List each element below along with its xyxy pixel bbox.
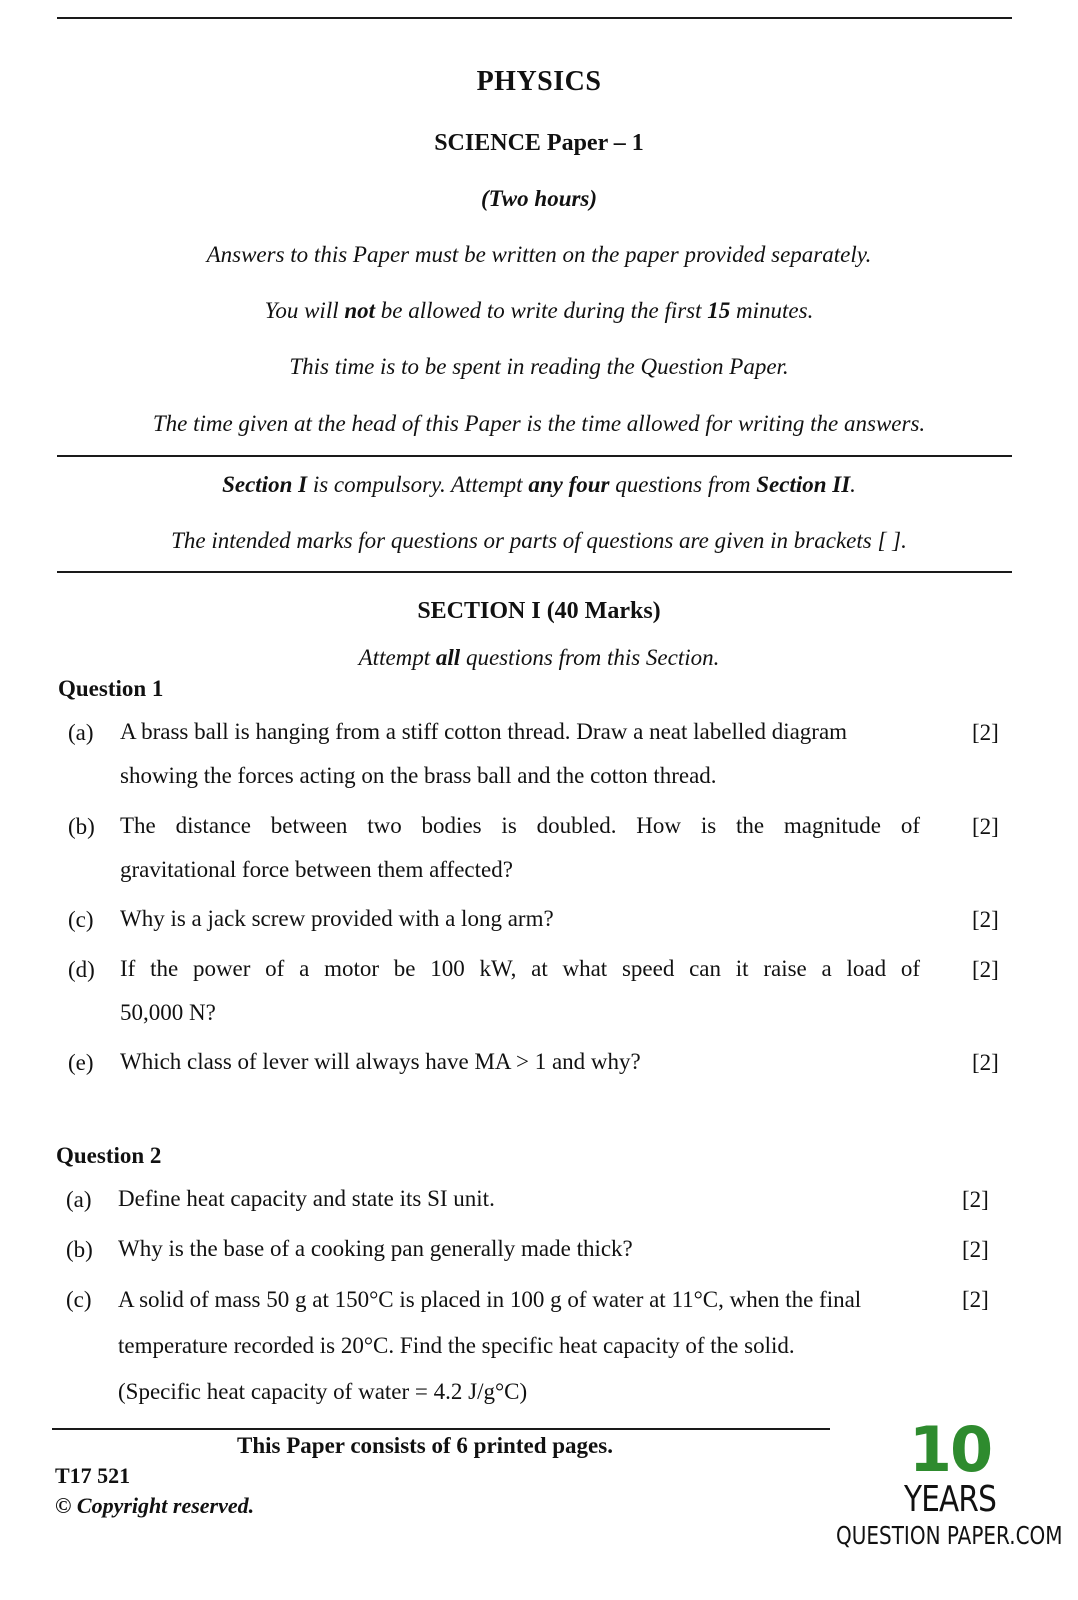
q2c-line-1: A solid of mass 50 g at 150°C is placed in 100 g of water at 11°C, when the final	[118, 1287, 862, 1312]
page-count-note: This Paper consists of 6 printed pages.	[237, 1433, 613, 1458]
paper-title: SCIENCE Paper – 1	[434, 130, 644, 156]
rule-2	[57, 455, 1012, 457]
q2-part-label: (a)	[66, 1187, 92, 1212]
q2b-marks: [2]	[962, 1237, 989, 1262]
q1b-line-2: gravitational force between them affected?	[120, 857, 513, 882]
section-rule-2: The intended marks for questions or parts of questions are given in brackets [ ].	[171, 528, 907, 553]
q2b-line-1: Why is the base of a cooking pan generally made thick?	[118, 1236, 633, 1261]
instruction-1: Answers to this Paper must be written on the paper provided separately.	[206, 242, 872, 267]
q1d-line-2: 50,000 N?	[120, 1000, 216, 1025]
paper-code: T17 521	[55, 1463, 131, 1488]
copyright: © Copyright reserved.	[55, 1493, 255, 1518]
q1-part-a-text	[120, 710, 920, 798]
q2a-line-1: Define heat capacity and state its SI unit.	[118, 1186, 495, 1211]
q1b-line-1: The distance between two bodies is doubled. How is the magnitude of	[120, 813, 920, 838]
q1a-marks: [2]	[972, 720, 999, 745]
logo-word: YEARS	[903, 1479, 997, 1520]
q1d-marks: [2]	[972, 957, 999, 982]
question-2-heading: Question 2	[56, 1143, 162, 1168]
site-logo	[830, 1413, 1070, 1590]
q2c-line-2: temperature recorded is 20°C. Find the specific heat capacity of the solid.	[118, 1333, 795, 1358]
q1d-line-1: If the power of a motor be 100 kW, at what speed can it raise a load of	[120, 956, 920, 981]
instruction-3: This time is to be spent in reading the Question Paper.	[289, 354, 789, 379]
logo-site: QUESTION PAPER.COM	[836, 1521, 1063, 1550]
q1-part-label: (d)	[68, 957, 95, 982]
q2-part-label: (b)	[66, 1237, 93, 1262]
section-heading: SECTION I (40 Marks)	[417, 598, 661, 624]
q1-part-label: (c)	[68, 907, 94, 932]
instruction-4: The time given at the head of this Paper is the time allowed for writing the answers.	[152, 411, 926, 436]
q1e-line-1: Which class of lever will always have MA > 1 and why?	[120, 1049, 641, 1074]
q2a-marks: [2]	[962, 1187, 989, 1212]
q2-part-c-text	[118, 1277, 918, 1415]
q2-part-label: (c)	[66, 1287, 92, 1312]
q1b-marks: [2]	[972, 814, 999, 839]
q2-part-a-text	[118, 1177, 918, 1221]
instruction-2: You will not be allowed to write during the first 15 minutes.	[264, 298, 814, 323]
top-rule	[57, 17, 1012, 19]
q1e-marks: [2]	[972, 1050, 999, 1075]
q1c-line-1: Why is a jack screw provided with a long arm?	[120, 906, 554, 931]
q1-part-label: (a)	[68, 720, 94, 745]
q1c-marks: [2]	[972, 907, 999, 932]
q2c-line-3: (Specific heat capacity of water = 4.2 J/g°C)	[118, 1379, 528, 1404]
q1-part-b-text	[120, 804, 920, 892]
question-1-heading: Question 1	[58, 676, 164, 701]
q1-part-e-text	[120, 1040, 920, 1084]
q2-part-b-text	[118, 1227, 918, 1271]
footer-rule	[52, 1428, 830, 1430]
q1-part-c-text	[120, 897, 920, 941]
logo-number: 10	[908, 1413, 992, 1486]
section-rule-1: Section I is compulsory. Attempt any four questions from Section II.	[222, 472, 856, 497]
subject-title: PHYSICS	[476, 66, 602, 97]
q1a-line-2: showing the forces acting on the brass ball and the cotton thread.	[120, 763, 717, 788]
q1a-line-1: A brass ball is hanging from a stiff cotton thread. Draw a neat labelled diagram	[120, 719, 848, 744]
section-subheading: Attempt all questions from this Section.	[358, 645, 720, 670]
rule-3	[57, 571, 1012, 573]
q1-part-label: (b)	[68, 814, 95, 839]
q1-part-d-text	[120, 947, 920, 1035]
duration: (Two hours)	[480, 186, 598, 211]
q1-part-label: (e)	[68, 1050, 94, 1075]
q2c-marks: [2]	[962, 1287, 989, 1312]
